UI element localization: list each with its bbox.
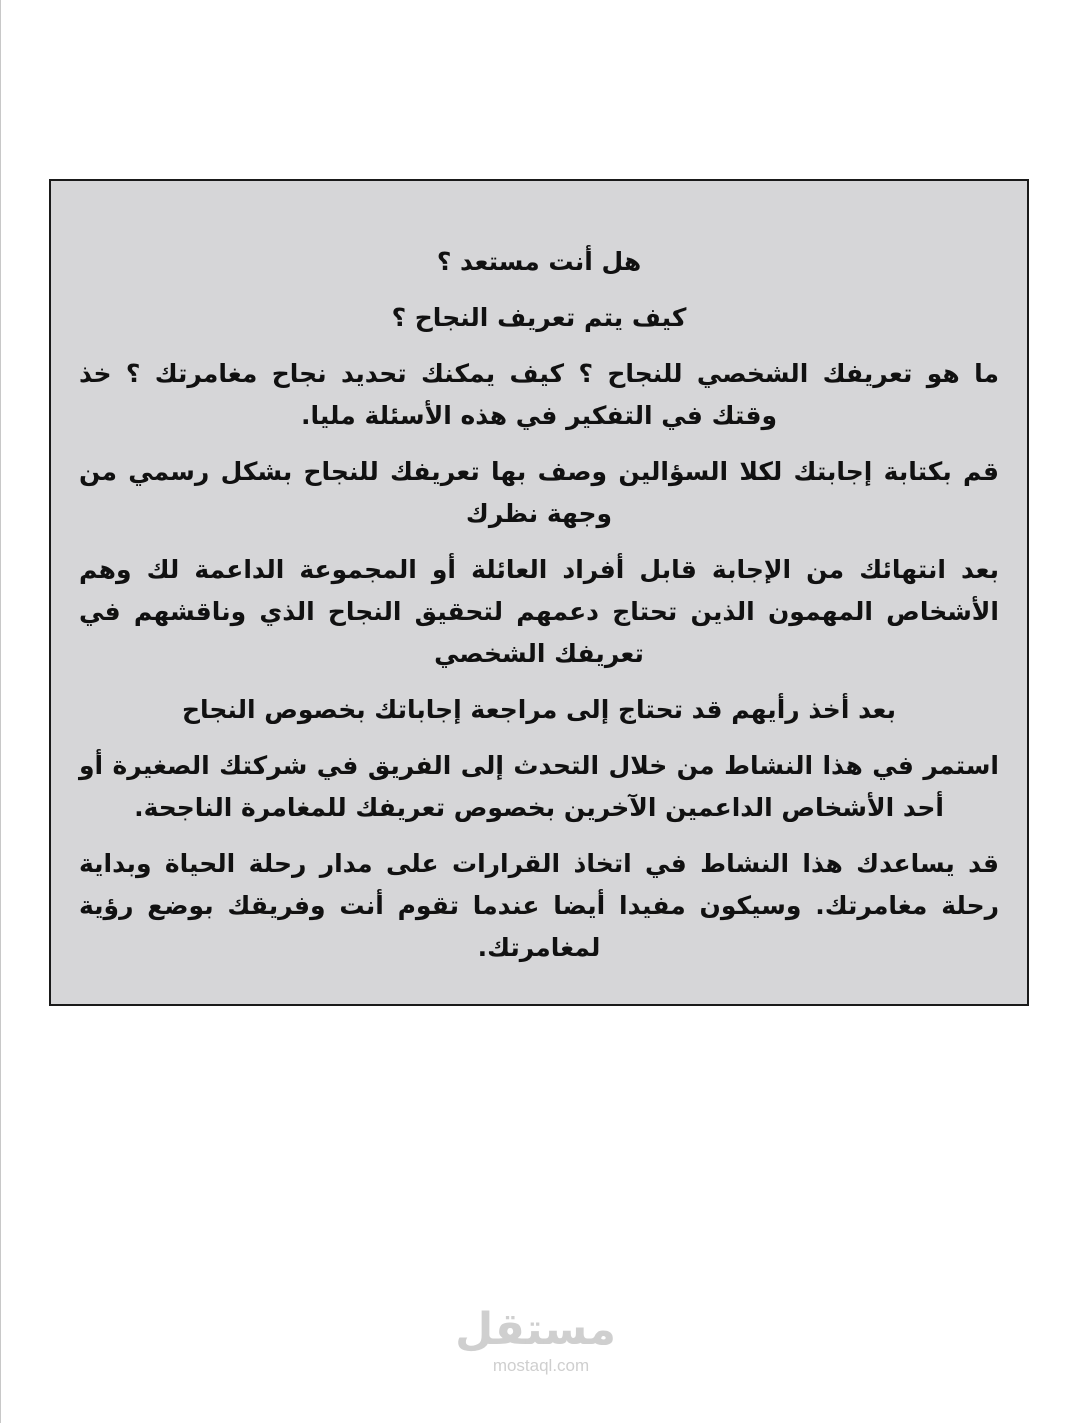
watermark-domain: mostaql.com	[492, 1356, 590, 1375]
paragraph-success-definition-question: كيف يتم تعريف النجاح ؟	[391, 303, 687, 332]
paragraph-continue-activity: استمر في هذا النشاط من خلال التحدث إلى الفريق في شركتك الصغيرة أو أحد الأشخاص الداعمين الآخرين بخصوص تعريفك للمغامرة الناجحة.	[79, 751, 999, 822]
paragraph-meet-family: بعد انتهائك من الإجابة قابل أفراد العائلة أو المجموعة الداعمة لك وهم الأشخاص المهمون الذين تحتاج دعمهم لتحقيق النجاح الذي وناقشهم في تعريفك الشخصي	[79, 555, 999, 668]
paragraph-ready-question: هل أنت مستعد ؟	[436, 247, 642, 276]
paragraph-write-answers: قم بكتابة إجابتك لكلا السؤالين وصف بها تعريفك للنجاح بشكل رسمي من وجهة نظرك	[79, 457, 999, 528]
mostaql-watermark	[455, 1300, 616, 1376]
page-edge-line	[0, 0, 1, 1423]
paragraph-personal-definition: ما هو تعريفك الشخصي للنجاح ؟ كيف يمكنك تحديد نجاح مغامرتك ؟ خذ وقتك في التفكير في هذه الأسئلة مليا.	[79, 359, 999, 430]
paragraph-review-answers: بعد أخذ رأيهم قد تحتاج إلى مراجعة إجاباتك بخصوص النجاح	[181, 695, 897, 724]
paragraph-decision-help: قد يساعدك هذا النشاط في اتخاذ القرارات على مدار رحلة الحياة وبداية رحلة مغامرتك. وسيكون مفيدا أيضا عندما تقوم أنت وفريقك بوضع رؤية لمغامرتك.	[79, 849, 999, 962]
watermark-logo: مستقل	[455, 1304, 616, 1355]
text-box	[49, 179, 1029, 1006]
